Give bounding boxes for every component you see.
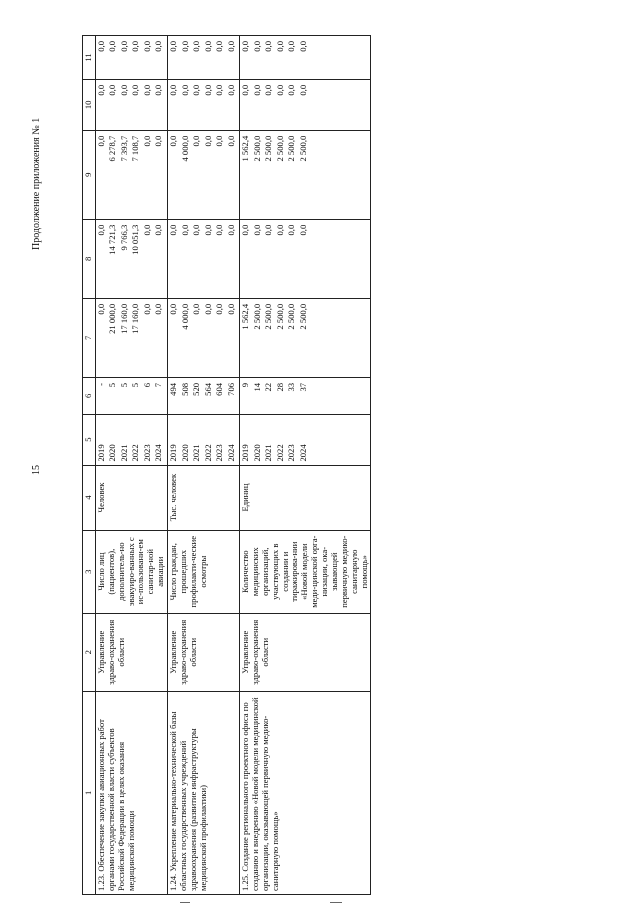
indicator-name: Число лиц (пациентов), дополнитель-но эвакуиро-ванных с ис-пользовани-ем санитар-ной авиации bbox=[95, 530, 167, 613]
col-header: 2 bbox=[83, 613, 96, 691]
funding-other bbox=[240, 36, 371, 80]
unit-of-measure: Тыс. человек bbox=[168, 465, 240, 530]
funding-total bbox=[95, 298, 167, 377]
cell-value: 2 500,0 bbox=[286, 303, 296, 330]
col-header: 4 bbox=[83, 465, 96, 530]
funding-total bbox=[168, 298, 240, 377]
cell-value: 21 000,0 bbox=[107, 303, 118, 334]
cell-value: 9 bbox=[240, 382, 250, 388]
cell-value: 0,0 bbox=[202, 84, 213, 96]
cell-value: 6 bbox=[141, 382, 152, 388]
cell-value: 2 500,0 bbox=[263, 303, 273, 330]
cell-value: 0,0 bbox=[95, 224, 106, 236]
cell-value: 0,0 bbox=[168, 224, 178, 236]
cell-value: 0,0 bbox=[153, 224, 164, 236]
funding-federal bbox=[240, 219, 371, 298]
year-values bbox=[168, 414, 240, 465]
funding-local bbox=[240, 79, 371, 130]
funding-federal bbox=[168, 219, 240, 298]
cell-value: 2023 bbox=[286, 444, 296, 462]
header-row bbox=[83, 36, 96, 895]
appendix-continuation: Продолжение приложения № 1 bbox=[31, 117, 42, 250]
cell-value: 2023 bbox=[141, 444, 152, 462]
cell-value: 0,0 bbox=[263, 224, 273, 236]
cell-value: 2019 bbox=[168, 444, 178, 462]
cell-value: 2 500,0 bbox=[297, 303, 308, 330]
cell-value: 5 bbox=[118, 382, 129, 388]
cell-value: 2019 bbox=[95, 444, 106, 462]
cell-value: 1 562,4 bbox=[240, 303, 250, 330]
cell-value: 0,0 bbox=[225, 84, 236, 96]
col-header: 11 bbox=[83, 36, 96, 80]
table-row bbox=[240, 36, 371, 895]
cell-value: 0,0 bbox=[141, 224, 152, 236]
cell-value: 0,0 bbox=[274, 224, 285, 236]
cell-value: 0,0 bbox=[141, 41, 152, 52]
cell-value: 494 bbox=[168, 382, 178, 396]
activity-name: 1.24. Укрепление материально-технической базы областных государственных учреждений здравоохранения (развитие инфраструктуры медицинской профилактики) bbox=[168, 691, 240, 894]
cell-value: 0,0 bbox=[191, 224, 201, 236]
col-header: 5 bbox=[83, 414, 96, 465]
cell-value: 2 500,0 bbox=[274, 303, 285, 330]
cell-value: 0,0 bbox=[118, 84, 129, 96]
cell-value: 0,0 bbox=[153, 41, 164, 52]
cell-value: - bbox=[95, 382, 106, 386]
cell-value: 7 393,7 bbox=[118, 135, 129, 162]
funding-local bbox=[168, 79, 240, 130]
cell-value: 0,0 bbox=[191, 303, 201, 315]
cell-value: 0,0 bbox=[107, 41, 118, 52]
cell-value: 0,0 bbox=[95, 84, 106, 96]
funding-federal bbox=[95, 219, 167, 298]
cell-value: 0,0 bbox=[263, 84, 273, 96]
cell-value: 4 000,0 bbox=[179, 135, 190, 162]
cell-value: 0,0 bbox=[263, 41, 273, 52]
table-row bbox=[95, 36, 167, 895]
activity-name: 1.23. Обеспечение закупки авиационных работ органами государственной власти субъектов Российской Федерации в целях оказания медицинской помощи bbox=[95, 691, 167, 894]
responsible-org: Управление здраво-охранения области bbox=[95, 613, 167, 691]
cell-value: 5 bbox=[107, 382, 118, 388]
indicator-name: Количество медицинских организаций, участвующих в создании и тиражирова-нии «Новой модели меди-цинской орга-низации, ока-зывающей первичную медико-санитарную помощь» bbox=[240, 530, 371, 613]
cell-value: 4 000,0 bbox=[179, 303, 190, 330]
col-header: 10 bbox=[83, 79, 96, 130]
cell-value: 0,0 bbox=[240, 224, 250, 236]
cell-value: 9 766,3 bbox=[118, 224, 129, 251]
cell-value: 0,0 bbox=[118, 41, 129, 52]
cell-value: 520 bbox=[191, 382, 201, 396]
cell-value: 0,0 bbox=[240, 84, 250, 96]
cell-value: 6 278,7 bbox=[107, 135, 118, 162]
col-header: 7 bbox=[83, 298, 96, 377]
cell-value: 0,0 bbox=[168, 84, 178, 96]
cell-value: 0,0 bbox=[274, 41, 285, 52]
funding-other bbox=[168, 36, 240, 80]
cell-value: 0,0 bbox=[153, 84, 164, 96]
cell-value: 0,0 bbox=[179, 41, 190, 52]
cell-value: 0,0 bbox=[214, 84, 224, 96]
cell-value: 508 bbox=[179, 382, 190, 396]
cell-value: 0,0 bbox=[141, 84, 152, 96]
cell-value: 0,0 bbox=[225, 41, 236, 52]
year-values bbox=[95, 414, 167, 465]
cell-value: 0,0 bbox=[191, 84, 201, 96]
cell-value: 0,0 bbox=[95, 41, 106, 52]
funding-other bbox=[95, 36, 167, 80]
cell-value: 2022 bbox=[202, 444, 213, 462]
cell-value: 0,0 bbox=[286, 84, 296, 96]
cell-value: 0,0 bbox=[191, 41, 201, 52]
cell-value: 0,0 bbox=[286, 224, 296, 236]
cell-value: 2 500,0 bbox=[251, 135, 262, 162]
cell-value: 0,0 bbox=[191, 135, 201, 147]
cell-value: 2 500,0 bbox=[263, 135, 273, 162]
cell-value: 0,0 bbox=[202, 135, 213, 147]
unit-of-measure: Человек bbox=[95, 465, 167, 530]
cell-value: 0,0 bbox=[130, 84, 141, 96]
cell-value: 0,0 bbox=[297, 84, 308, 96]
cell-value: 2024 bbox=[225, 444, 236, 462]
cell-value: 0,0 bbox=[168, 135, 178, 147]
cell-value: 706 bbox=[225, 382, 236, 396]
cell-value: 2 500,0 bbox=[251, 303, 262, 330]
cell-value: 10 051,3 bbox=[130, 224, 141, 255]
col-header: 9 bbox=[83, 130, 96, 219]
cell-value: 2024 bbox=[297, 444, 308, 462]
cell-value: 0,0 bbox=[95, 135, 106, 147]
cell-value: 0,0 bbox=[141, 303, 152, 315]
cell-value: 0,0 bbox=[95, 303, 106, 315]
cell-value: 14 721,3 bbox=[107, 224, 118, 255]
cell-value: 17 160,0 bbox=[130, 303, 141, 334]
year-values bbox=[240, 414, 371, 465]
table-body bbox=[95, 36, 371, 895]
cell-value: 2024 bbox=[153, 444, 164, 462]
cell-value: 0,0 bbox=[251, 224, 262, 236]
cell-value: 0,0 bbox=[202, 224, 213, 236]
cell-value: 0,0 bbox=[153, 135, 164, 147]
cell-value: 0,0 bbox=[251, 41, 262, 52]
cell-value: 7 bbox=[153, 382, 164, 388]
cell-value: 0,0 bbox=[214, 303, 224, 315]
scan-mark bbox=[330, 902, 342, 903]
col-header: 8 bbox=[83, 219, 96, 298]
cell-value: 22 bbox=[263, 382, 273, 392]
page-number: 15 bbox=[31, 465, 42, 475]
cell-value: 0,0 bbox=[214, 41, 224, 52]
cell-value: 0,0 bbox=[225, 224, 236, 236]
cell-value: 604 bbox=[214, 382, 224, 396]
cell-value: 0,0 bbox=[141, 135, 152, 147]
cell-value: 0,0 bbox=[297, 41, 308, 52]
cell-value: 2020 bbox=[179, 444, 190, 462]
cell-value: 0,0 bbox=[179, 84, 190, 96]
cell-value: 0,0 bbox=[202, 303, 213, 315]
cell-value: 0,0 bbox=[214, 224, 224, 236]
cell-value: 2022 bbox=[130, 444, 141, 462]
cell-value: 2020 bbox=[251, 444, 262, 462]
cell-value: 2021 bbox=[191, 444, 201, 462]
cell-value: 2 500,0 bbox=[274, 135, 285, 162]
cell-value: 1 562,4 bbox=[240, 135, 250, 162]
cell-value: 0,0 bbox=[179, 224, 190, 236]
indicator-name: Число граждан, прошедших профилакти-ческие осмотры bbox=[168, 530, 240, 613]
table-row bbox=[168, 36, 240, 895]
cell-value: 0,0 bbox=[286, 41, 296, 52]
funding-regional bbox=[168, 130, 240, 219]
cell-value: 0,0 bbox=[153, 303, 164, 315]
cell-value: 33 bbox=[286, 382, 296, 392]
cell-value: 0,0 bbox=[168, 303, 178, 315]
col-header: 3 bbox=[83, 530, 96, 613]
cell-value: 0,0 bbox=[168, 41, 178, 52]
program-table bbox=[82, 35, 371, 895]
funding-local bbox=[95, 79, 167, 130]
scan-mark bbox=[180, 902, 190, 903]
cell-value: 2023 bbox=[214, 444, 224, 462]
col-header: 6 bbox=[83, 377, 96, 414]
cell-value: 0,0 bbox=[202, 41, 213, 52]
cell-value: 2022 bbox=[274, 444, 285, 462]
cell-value: 2021 bbox=[118, 444, 129, 462]
cell-value: 564 bbox=[202, 382, 213, 396]
cell-value: 0,0 bbox=[107, 84, 118, 96]
unit-of-measure: Единиц bbox=[240, 465, 371, 530]
cell-value: 0,0 bbox=[297, 224, 308, 236]
indicator-values bbox=[95, 377, 167, 414]
cell-value: 0,0 bbox=[274, 84, 285, 96]
responsible-org: Управление здраво-охранения области bbox=[168, 613, 240, 691]
cell-value: 0,0 bbox=[240, 41, 250, 52]
cell-value: 7 108,7 bbox=[130, 135, 141, 162]
cell-value: 0,0 bbox=[130, 41, 141, 52]
indicator-values bbox=[168, 377, 240, 414]
cell-value: 0,0 bbox=[225, 303, 236, 315]
cell-value: 2 500,0 bbox=[286, 135, 296, 162]
funding-regional bbox=[95, 130, 167, 219]
cell-value: 0,0 bbox=[225, 135, 236, 147]
col-header: 1 bbox=[83, 691, 96, 894]
responsible-org: Управление здраво-охранения области bbox=[240, 613, 371, 691]
cell-value: 0,0 bbox=[214, 135, 224, 147]
cell-value: 2019 bbox=[240, 444, 250, 462]
cell-value: 37 bbox=[297, 382, 308, 392]
funding-total bbox=[240, 298, 371, 377]
cell-value: 0,0 bbox=[251, 84, 262, 96]
cell-value: 2021 bbox=[263, 444, 273, 462]
cell-value: 17 160,0 bbox=[118, 303, 129, 334]
cell-value: 2020 bbox=[107, 444, 118, 462]
cell-value: 5 bbox=[130, 382, 141, 388]
funding-regional bbox=[240, 130, 371, 219]
indicator-values bbox=[240, 377, 371, 414]
cell-value: 28 bbox=[274, 382, 285, 392]
activity-name: 1.25. Создание регионального проектного офиса по созданию и внедрению «Новой модели медицинской организации, оказывающей первичную медико-санитарную помощь» bbox=[240, 691, 371, 894]
cell-value: 14 bbox=[251, 382, 262, 392]
cell-value: 2 500,0 bbox=[297, 135, 308, 162]
